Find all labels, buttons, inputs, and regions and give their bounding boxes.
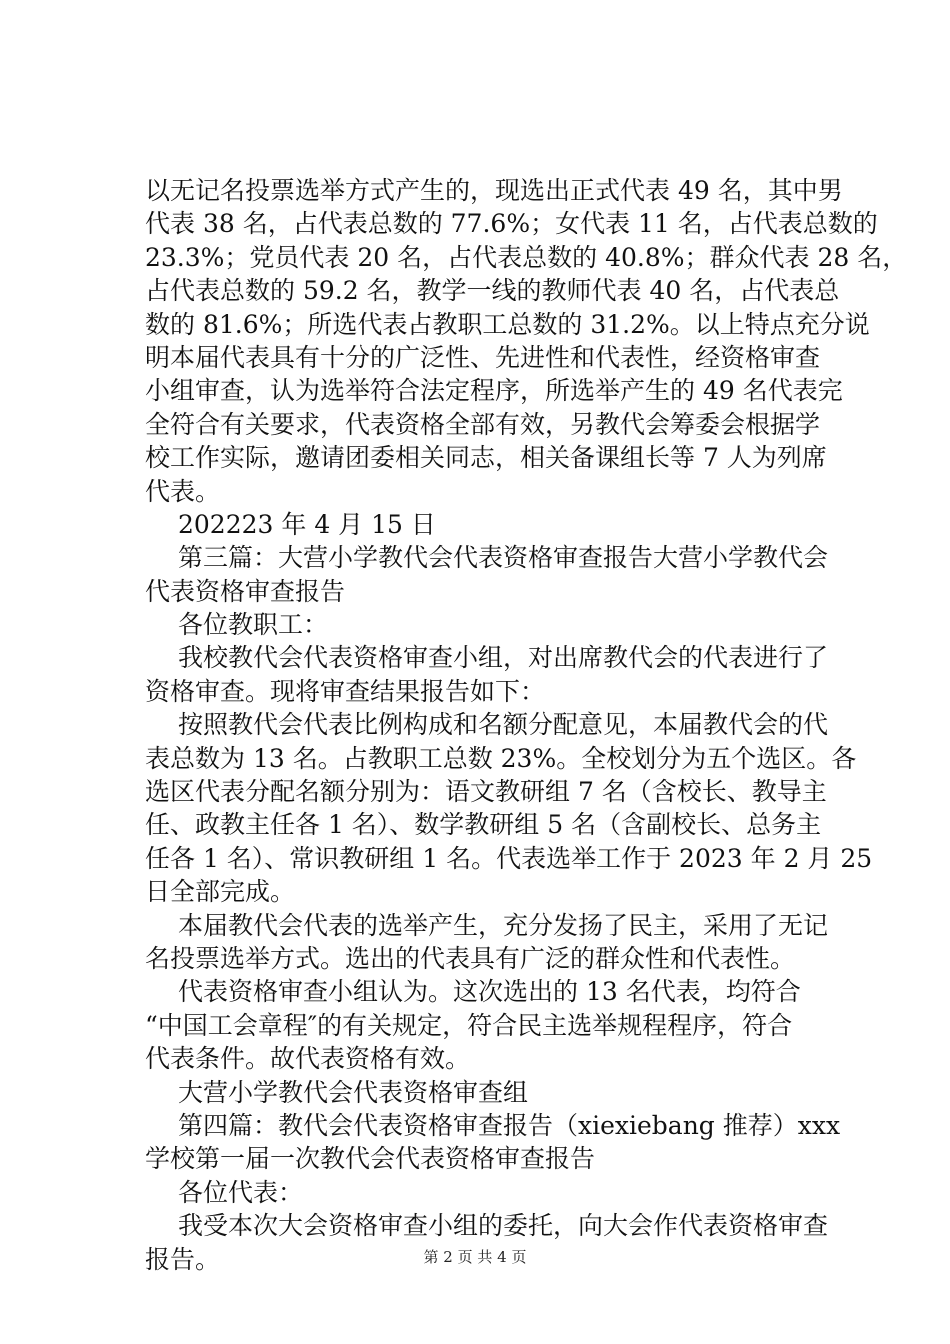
- text-line: 名投票选举方式。选出的代表具有广泛的群众性和代表性。: [145, 943, 796, 973]
- text-line: 按照教代会代表比例构成和名额分配意见，本届教代会的代: [178, 710, 829, 740]
- text-line: 任、政教主任各 1 名）、数学教研组 5 名（含副校长、总务主: [145, 810, 822, 840]
- text-line: 202223 年 4 月 15 日: [178, 509, 436, 539]
- text-line: 日全部完成。: [145, 877, 296, 907]
- text-line: 代表资格审查小组认为。这次选出的 13 名代表，均符合: [178, 977, 801, 1007]
- text-line: 学校第一届一次教代会代表资格审查报告: [145, 1144, 596, 1174]
- text-line: 大营小学教代会代表资格审查组: [178, 1077, 529, 1107]
- text-line: 以无记名投票选举方式产生的，现选出正式代表 49 名，其中男: [145, 176, 843, 205]
- text-line: 本届教代会代表的选举产生，充分发扬了民主，采用了无记: [178, 910, 829, 940]
- text-line: 校工作实际，邀请团委相关同志，相关备课组长等 7 人为列席: [145, 443, 827, 473]
- text-line: 数的 81.6%；所选代表占教职工总数的 31.2%。以上特点充分说: [145, 309, 870, 339]
- text-line: 各位代表：: [178, 1177, 304, 1207]
- text-line: 代表 38 名，占代表总数的 77.6%；女代表 11 名，占代表总数的: [145, 209, 878, 239]
- text-line: 第三篇：大营小学教代会代表资格审查报告大营小学教代会: [178, 543, 829, 573]
- text-line: 代表资格审查报告: [145, 576, 346, 606]
- document-body: [145, 174, 908, 1276]
- page-footer: 第 2 页 共 4 页: [423, 1248, 527, 1266]
- text-line: 各位教职工：: [178, 610, 329, 640]
- text-line: 明本届代表具有十分的广泛性、先进性和代表性，经资格审查: [145, 342, 821, 372]
- text-line: 第四篇：教代会代表资格审查报告（xiexiebang 推荐）xxx: [178, 1110, 841, 1140]
- text-line: 代表。: [145, 476, 221, 506]
- text-line: 占代表总数的 59.2 名，教学一线的教师代表 40 名，占代表总: [145, 276, 840, 306]
- text-line: 选区代表分配名额分别为：语文教研组 7 名（含校长、教导主: [145, 777, 827, 807]
- text-line: 全符合有关要求，代表资格全部有效，另教代会筹委会根据学: [145, 409, 821, 439]
- text-line: 我受本次大会资格审查小组的委托，向大会作代表资格审查: [178, 1211, 829, 1241]
- text-line: 小组审查，认为选举符合法定程序，所选举产生的 49 名代表完: [145, 376, 843, 406]
- text-line: “中国工会章程″的有关规定，符合民主选举规程程序，符合: [145, 1010, 793, 1040]
- text-line: 我校教代会代表资格审查小组，对出席教代会的代表进行了: [178, 643, 829, 673]
- text-line: 代表条件。故代表资格有效。: [145, 1044, 471, 1074]
- text-line: 表总数为 13 名。占教职工总数 23%。全校划分为五个选区。各: [145, 743, 857, 773]
- text-line: 任各 1 名）、常识教研组 1 名。代表选举工作于 2023 年 2 月 25: [145, 843, 873, 873]
- text-line: 23.3%；党员代表 20 名，占代表总数的 40.8%；群众代表 28 名，: [145, 242, 908, 272]
- text-line: 资格审查。现将审查结果报告如下：: [145, 676, 546, 706]
- text-line: 报告。: [145, 1244, 221, 1274]
